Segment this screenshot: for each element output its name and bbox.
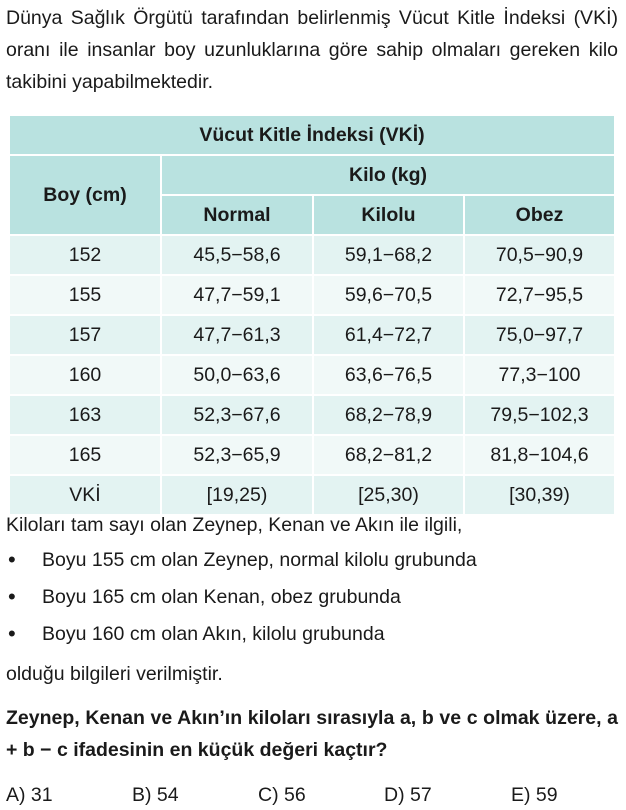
normal-cell: 52,3−67,6 [161, 395, 313, 435]
vki-label-cell: VKİ [9, 475, 161, 515]
choice-e[interactable]: E) 59 [511, 784, 558, 806]
table-row-vki [9, 475, 615, 515]
kilolu-cell: 59,1−68,2 [313, 235, 464, 275]
obez-cell: 75,0−97,7 [464, 315, 615, 355]
vki-table [8, 114, 616, 516]
list-item [6, 545, 477, 582]
table-row [9, 395, 615, 435]
normal-cell: 47,7−61,3 [161, 315, 313, 355]
lead-text: Kiloları tam sayı olan Zeynep, Kenan ve Akın ile ilgili, [6, 514, 463, 536]
kilo-header: Kilo (kg) [161, 155, 615, 195]
info-list [6, 545, 477, 656]
normal-cell: 45,5−58,6 [161, 235, 313, 275]
kilolu-cell: 68,2−81,2 [313, 435, 464, 475]
bullet-icon: • [8, 621, 16, 646]
boy-cell: 160 [9, 355, 161, 395]
column-header-kilolu: Kilolu [313, 195, 464, 235]
list-item [6, 619, 477, 656]
normal-cell: 47,7−59,1 [161, 275, 313, 315]
obez-cell: 70,5−90,9 [464, 235, 615, 275]
boy-cell: 157 [9, 315, 161, 355]
list-item [6, 582, 477, 619]
normal-cell: 52,3−65,9 [161, 435, 313, 475]
list-item-text: Boyu 165 cm olan Kenan, obez grubunda [42, 586, 401, 608]
obez-cell: 79,5−102,3 [464, 395, 615, 435]
bullet-icon: • [8, 547, 16, 572]
vki-kilolu-cell: [25,30) [313, 475, 464, 515]
list-item-text: Boyu 160 cm olan Akın, kilolu grubunda [42, 623, 385, 645]
normal-cell: 50,0−63,6 [161, 355, 313, 395]
boy-cell: 163 [9, 395, 161, 435]
question-prompt: Zeynep, Kenan ve Akın’ın kiloları sırasıyla a, b ve c olmak üzere, a + b − c ifadesinin en küçük değeri kaçtır? [6, 707, 618, 761]
boy-cell: 165 [9, 435, 161, 475]
vki-normal-cell: [19,25) [161, 475, 313, 515]
column-header-normal: Normal [161, 195, 313, 235]
obez-cell: 72,7−95,5 [464, 275, 615, 315]
choice-a[interactable]: A) 31 [6, 784, 53, 806]
obez-cell: 77,3−100 [464, 355, 615, 395]
table-row [9, 435, 615, 475]
boy-cell: 155 [9, 275, 161, 315]
closing-text: olduğu bilgileri verilmiştir. [6, 663, 223, 685]
vki-obez-cell: [30,39) [464, 475, 615, 515]
table-row [9, 315, 615, 355]
boy-cell: 152 [9, 235, 161, 275]
table-row [9, 275, 615, 315]
choice-c[interactable]: C) 56 [258, 784, 306, 806]
table-row [9, 355, 615, 395]
kilolu-cell: 68,2−78,9 [313, 395, 464, 435]
bullet-icon: • [8, 584, 16, 609]
table-title: Vücut Kitle İndeksi (VKİ) [9, 115, 615, 155]
choice-d[interactable]: D) 57 [384, 784, 432, 806]
list-item-text: Boyu 155 cm olan Zeynep, normal kilolu grubunda [42, 549, 477, 571]
choice-b[interactable]: B) 54 [132, 784, 179, 806]
kilolu-cell: 61,4−72,7 [313, 315, 464, 355]
kilolu-cell: 59,6−70,5 [313, 275, 464, 315]
column-header-obez: Obez [464, 195, 615, 235]
table-row [9, 235, 615, 275]
boy-header: Boy (cm) [9, 155, 161, 235]
intro-paragraph: Dünya Sağlık Örgütü tarafından belirlenmiş Vücut Kitle İndeksi (VKİ) oranı ile insanlar boy uzunluklarına göre sahip olmaları gereken kilo takibini yapabilmektedir. [6, 7, 618, 93]
answer-choices [6, 780, 618, 810]
kilolu-cell: 63,6−76,5 [313, 355, 464, 395]
obez-cell: 81,8−104,6 [464, 435, 615, 475]
